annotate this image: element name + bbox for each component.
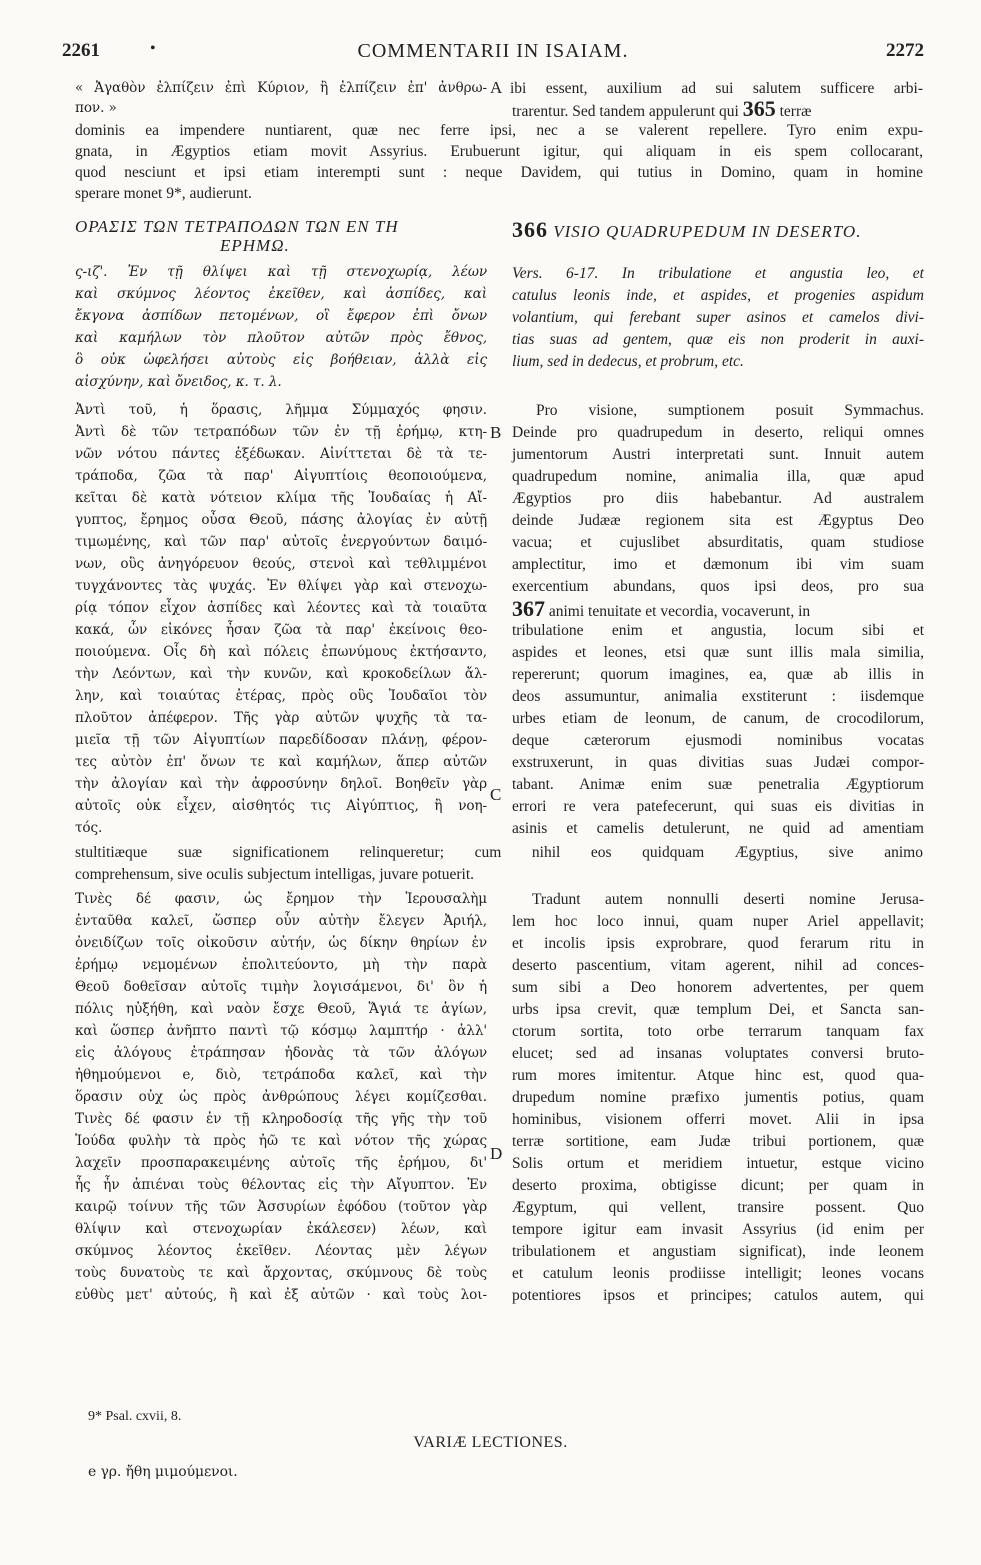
greek-line: καὶ ὥσπερ ἀνῆπτο παντὶ τῷ κόσμῳ λαμπτήρ · ἀλλ' [75,1023,487,1039]
margin-letter-b: B [490,423,502,442]
greek-line: ὅρασιν οὐχ ὡς πρὸς ἀνθρώπους λέγει κομίζεσθαι. [75,1089,487,1105]
greek-line: τυγχάνοντες τὰς ψυχάς. Ἐν θλίψει γὰρ καὶ στενοχω- [75,578,487,594]
greek-line: ἐρήμῳ νεμομένων ἐπολιτεύοντο, μὴ τὴν παρὰ [75,957,487,973]
margin-letter-c: C [490,785,502,804]
greek-line: τὴν Λεόντων, καὶ τὴν κυνῶν, καὶ κροκοδείλων ἄλ- [75,666,487,682]
latin-line: tribulationem et angustiam significat), inde leonem [512,1243,924,1260]
greek-line: ὀνειδίζων τοῖς οἰκοῦσιν αὐτήν, ὡς δίκην θηρίων ἐν [75,935,487,951]
latin-line: ctorum sortita, toto orbe terrarum tanquam fax [512,1023,924,1040]
latin-line: potentiores ipsos et principes; catulos autem, qui [512,1287,924,1304]
latin-line: Deinde pro quadrupedum in deserto, reliqui omnes [512,424,924,441]
header-dot: • [150,40,156,57]
section-heading-greek: ΟΡΑΣΙΣ ΤΩΝ ΤΕΤΡΑΠΟΔΩΝ ΤΩΝ ΕΝ ΤΗ [75,217,399,236]
greek-verse-line: ὃ οὐκ ὠφελήσει αὐτοὺς εἰς βοήθειαν, ἀλλὰ εἰς [75,352,487,368]
greek-line: Τινὲς δέ φασιν ἐν τῇ κληροδοσίᾳ τῆς γῆς τὴν τοῦ [75,1111,487,1127]
greek-line: πλοῦτον ἀπέφερον. Τῆς γὰρ αὐτῶν ψυχῆς τὰ τα- [75,710,487,726]
greek-line: Ἰούδα φυλὴν τὰ πρὸς ἠῶ τε καὶ νότον τῆς χώρας [75,1133,487,1149]
latin-verse-line: volantium, qui ferebant super asinos et camelos divi- [512,309,924,326]
greek-line: πόλις ηὐξήθη, καὶ ναὸν ἔσχε Θεοῦ, Ἅγιά τε ἁγίων, [75,1001,487,1017]
greek-verse-line: καὶ σκύμνος λέοντος ἐκεῖθεν, καὶ ἀσπίδες, καὶ [75,286,487,302]
latin-line: et catulum leonis prodiisse intelligit; leones vocans [512,1265,924,1282]
greek-line: Τινὲς δέ φασιν, ὡς ἔρημον τὴν Ἱερουσαλὴμ [75,891,487,907]
latin-line: lem hoc loco innui, quam nuper Ariel appellavit; [512,913,924,930]
latin-line: urbes etiam de leonum, de canum, de crocodilorum, [512,710,924,727]
greek-line: ἧς ἦν ἀπιέναι τοὺς θέλοντας εἰς τὴν Αἴγυπτον. Ἐν [75,1177,487,1193]
variae-lectiones-heading: VARIÆ LECTIONES. [413,1434,568,1451]
intro-full-line: dominis ea impendere nuntiarent, quæ nec ferre ipsi, nec a se valerent repellere. Tyro enim expu- [75,122,923,139]
latin-line: aspides et leones, etsi quæ sunt illis mala similia, [512,644,924,661]
latin-line: deinde Judææ regionem sita est Ægyptus Deo [512,512,924,529]
latin-verse-line: catulus leonis inde, et aspides, et progenies aspidum [512,287,924,304]
intro-latin-line: trarentur. Sed tandem appulerunt qui 365 terræ [512,96,812,121]
latin-line: repererunt; quorum imagines, ea, quæ ab illis in [512,666,924,683]
greek-line: ἠθημούμενοι e, διὸ, τετράποδα καλεῖ, καὶ τὴν [75,1067,487,1083]
latin-line: exstruxerunt, in quas divitias suas Judæi compor- [512,754,924,771]
greek-line: Ἀντὶ δὲ τῶν τετραπόδων τῶν ἐν τῇ ἐρήμῳ, κτη- [75,424,487,440]
greek-verse-line: ἔκγονα ἀσπίδων πετομένων, οἳ ἔφερον ἐπὶ ὄνων [75,308,487,324]
greek-line: Θεοῦ δοθεῖσαν αὐτοῖς τιμὴν λογισάμενοι, δι' ὃν ἡ [75,979,487,995]
page-number-left: 2261 [62,40,100,61]
latin-line: deserto proxima, obtigisse dicunt; per quam in [512,1177,924,1194]
latin-line: deos assumuntur, animalia exstiterunt : iisdemque [512,688,924,705]
greek-line: καιρῷ τοίνυν τῆς τῶν Ἀσσυρίων ἐφόδου (τοῦτον γὰρ [75,1199,487,1215]
latin-line: deserto pascentium, vitam agerent, nihil ad conces- [512,957,924,974]
latin-line: exercentium abundans, quos ipsi deos, pro sua [512,578,924,595]
latin-line: errori re vera patefecerunt, qui suas eis divitias in [512,798,924,815]
section-number: 366 [512,217,548,242]
latin-line: Tradunt autem nonnulli deserti nomine Jerusa- [532,891,924,908]
latin-line: deque cæterorum ejusmodi nominibus vocatas [512,732,924,749]
intro-greek-line: πον. » [75,100,117,116]
greek-line: κακά, ὧν εἰκόνες ἦσαν ζῶα τὰ παρ' ἐκείνοις θεο- [75,622,487,638]
full-width-line: comprehensum, sive oculis subjectum intelligas, juvare potuerit. [75,866,475,883]
latin-line: terræ sortitione, eam Judæ tribui portionem, quæ [512,1133,924,1150]
greek-verse-line: αἰσχύνην, καὶ ὄνειδος, κ. τ. λ. [75,374,282,390]
greek-line: τες αὐτὸν ἐπ' ὄνων τε καὶ καμήλων, ἅπερ αὐτῶν [75,754,487,770]
margin-letter-d: D [490,1144,503,1163]
latin-line: tempore igitur eam invasit Assyrius (id enim per [512,1221,924,1238]
greek-line: θλίψιν καὶ στενοχωρίαν ἐκάλεσεν) λέων, καὶ [75,1221,487,1237]
latin-line: et incolis ipsis exprobrare, quod ferarum ritu in [512,935,924,952]
latin-line: vacua; et cujuslibet absurditatis, quam studiose [512,534,924,551]
greek-line: νῶν νότου πάντες ἐξέδωκαν. Αἰνίττεται δὲ τὰ τε- [75,446,487,462]
latin-verse-line: lium, sed in dedecus, et probrum, etc. [512,353,744,370]
latin-line: quadrupedum nomine, animalia illa, quæ apud [512,468,924,485]
intro-full-line: sperare monet 9*, audierunt. [75,185,252,202]
greek-line: εἰς ἀλόγους ἐτράπησαν ἡδονὰς τὰ τῶν ἀλόγων [75,1045,487,1061]
greek-line: αὐτοῖς οὐκ εἶχεν, αἰσθητός τις Αἰγύπτιος, ἢ νοη- [75,798,487,814]
latin-line: tabant. Animæ enim suæ penetralia Ægyptiorum [512,776,924,793]
intro-full-line: quod nesciunt et ipsi etiam interempti sunt : neque Davidem, qui tutius in Domino, quam in homine [75,164,923,181]
intro-latin-line: ibi essent, auxilium ad sui salutem sufficere arbi- [510,80,923,97]
greek-line: λαχεῖν προσπαρακειμένης αὐτοῖς τῆς ἐρήμου, δι' [75,1155,487,1171]
greek-line: γυπτος, ἔρημος οὖσα Θεοῦ, πάσης ἀλογίας ἐν αὐτῇ [75,512,487,528]
greek-line: τὴν ἀλογίαν καὶ τὴν ἀφροσύνην δηλοῖ. Βοηθεῖν γὰρ [75,776,487,792]
greek-line: τός. [75,820,103,836]
greek-line: νων, οὓς ἀνηγόρευον θεούς, στενοὶ καὶ τεθλιμμένοι [75,556,487,572]
section-number: 365 [742,96,776,121]
greek-line: τοὺς δυνατοὺς τε καὶ ἄρχοντας, σκύμνους δὲ τοὺς [75,1265,487,1281]
margin-letter-a: A [490,78,503,97]
latin-line: amplectitur, imo et dæmonum ibi vim suam [512,556,924,573]
greek-line: ἐνταῦθα καλεῖ, ὥσπερ οὖν αὐτὴν ἔλεγεν Ἀριήλ, [75,913,487,929]
latin-line: tribulatione enim et angustia, locum sibi et [512,622,924,639]
latin-line: hominibus, visionem offerri movet. Alii in ipsa [512,1111,924,1128]
latin-line: jumentorum Austri interpretati sunt. Innuit autem [512,446,924,463]
greek-line: ρίᾳ τόπον εἶχον ἀσπίδες καὶ λέοντες καὶ τὰ τοιαῦτα [75,600,487,616]
latin-verse-line: tias suas ad gentem, quæ eis non proderit in auxi- [512,331,924,348]
latin-line: Solis ortum et meridiem intuetur, estque vicino [512,1155,924,1172]
latin-line: rum mores imitentur. Atque hinc est, quod qua- [512,1067,924,1084]
latin-verse-line: Vers. 6-17. In tribulatione et angustia leo, et [512,265,924,282]
latin-line: elucet; sed ad insanas voluptates conversi bruto- [512,1045,924,1062]
latin-line: Pro visione, sumptionem posuit Symmachus. [536,402,924,419]
latin-line: sum sibi a Deo honorem advertentes, per quem [512,979,924,996]
latin-line: drupedum nomine præfixo jumentis potius, quam [512,1089,924,1106]
greek-line: τιμωμένης, καὶ τῶν παρ' αὐτοῖς ἐνεργούντων δαιμό- [75,534,487,550]
greek-line: σκύμνος λέοντος ἐκεῖθεν. Λέοντας μὲν λέγων [75,1243,487,1259]
latin-line: asinis et camelis detulerunt, ne quid ad amentiam [512,820,924,837]
greek-line: ποιούμενα. Οἷς δὴ καὶ πόλεις ἐπωνύμους ἐκτήσαντο, [75,644,487,660]
latin-line: urbs ipsa crevit, quæ templum Dei, et Sancta san- [512,1001,924,1018]
section-heading-greek: ΕΡΗΜΩ. [220,236,290,255]
latin-line: Ægyptum, qui vellent, transire possent. Quo [512,1199,924,1216]
section-heading-latin: 366 VISIO QUADRUPEDUM IN DESERTO. [512,217,862,242]
intro-full-line: gnata, in Ægyptios etiam movit Assyrius. Erubuerunt igitur, qui aliquam in eis spem collocarant, [75,143,923,160]
footnote: 9* Psal. cxvii, 8. [88,1409,182,1424]
footnote: e γρ. ἤθη μιμούμενοι. [88,1464,238,1480]
greek-line: μιεῖα τῇ τῶν Αἰγυπτίων παρεδίδοσαν πλάνῃ, φέρον- [75,732,487,748]
greek-verse-line: ς-ιζ'. Ἐν τῇ θλίψει καὶ τῇ στενοχωρίᾳ, λέων [75,264,487,280]
greek-line: κεῖται δὲ κατὰ νότειον κλίμα τῆς Ἰουδαίας ἡ Αἴ- [75,490,487,506]
page-header [62,40,924,64]
greek-verse-line: καὶ καμήλων τὸν πλοῦτον αὐτῶν πρὸς ἔθνος, [75,330,487,346]
section-number: 367 [512,596,545,621]
latin-line: 367 animi tenuitate et vecordia, vocaverunt, in [512,596,811,621]
greek-line: εὐθὺς μετ' αὐτούς, ἢ καὶ ἐξ αὐτῶν · καὶ τοὺς λοι- [75,1287,487,1303]
greek-line: τράποδα, ζῶα τὰ παρ' Αἰγυπτίοις θεοποιούμενα, [75,468,487,484]
greek-line: Ἀντὶ τοῦ, ἡ ὅρασις, λῆμμα Σύμμαχός φησιν. [75,402,487,418]
running-title: COMMENTARII IN ISAIAM. [357,40,629,62]
full-width-line: stultitiæque suæ significationem relinqueretur; cum nihil eos quidquam Ægyptius, sive animo [75,844,923,861]
intro-greek-line: « Ἀγαθὸν ἐλπίζειν ἐπὶ Κύριον, ἢ ἐλπίζειν ἐπ' ἀνθρω- [75,80,487,96]
greek-line: λην, καὶ τοιαύτας ἑτέρας, πρὸς οὓς Ἰουδαῖοι τὸν [75,688,487,704]
page-number-right: 2272 [886,40,924,61]
latin-line: Ægyptios pro diis habebantur. Ad australem [512,490,924,507]
